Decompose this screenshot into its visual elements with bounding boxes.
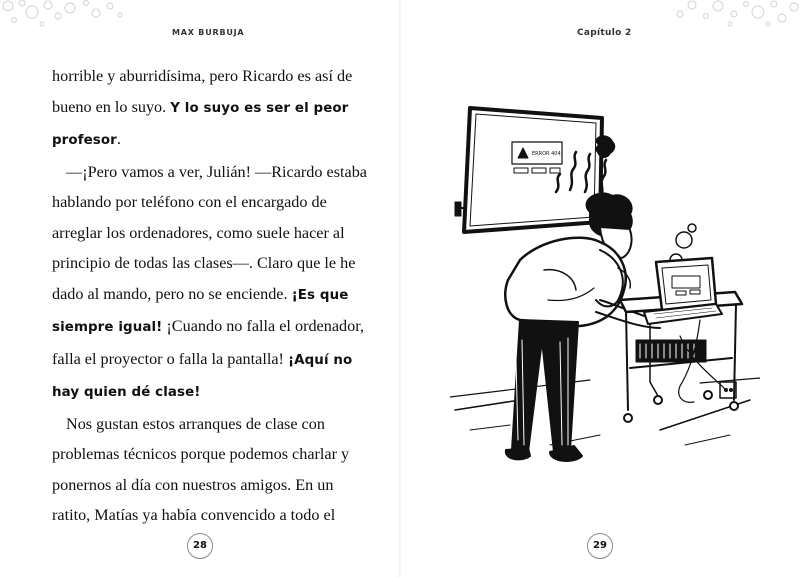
paragraph-1 <box>52 61 372 157</box>
right-page <box>400 0 800 577</box>
bubble-decoration-left <box>0 0 130 30</box>
running-header-chapter: Capítulo 2 <box>577 28 632 38</box>
body-text <box>52 61 372 531</box>
screen-error-text: ERROR 404 <box>532 151 561 157</box>
page-number-right: 29 <box>587 533 613 559</box>
paragraph-2-text-a: —¡Pero vamos a ver, Julián! —Ricardo estaba hablando por teléfono con el encargado de arreglar los ordenadores, como suele hacer al principio de todas las clases—. Claro que le he dado al mando, pero no se enciende. <box>52 162 367 303</box>
bubble-decoration-right <box>670 0 800 30</box>
running-header-book-title: MAX BURBUJA <box>172 28 245 37</box>
paragraph-2-emphasis-1: ¡Es que siempre igual! <box>52 287 349 335</box>
paragraph-2 <box>52 157 372 409</box>
paragraph-2-text-b: ¡Cuando no falla el ordenador, falla el proyector o falla la pantalla! <box>52 317 364 368</box>
illustration-teacher-broken-computer <box>450 100 760 475</box>
paragraph-2-emphasis-2: ¡Aquí no hay quien dé clase! <box>52 352 353 400</box>
paragraph-1-emphasis: Y lo suyo es ser el peor profesor <box>52 100 349 148</box>
paragraph-1-text-a: horrible y aburridísima, pero Ricardo es así de bueno en lo suyo. <box>52 67 353 116</box>
laptop-icon <box>644 258 722 324</box>
paragraph-1-text-b: . <box>116 130 121 148</box>
paragraph-3: Nos gustan estos arranques de clase con problemas técnicos porque podemos charlar y ponernos al día con nuestros amigos. En un ratito, Matías ya había convencido a todo el <box>52 414 350 524</box>
page-number-left: 28 <box>187 533 213 559</box>
